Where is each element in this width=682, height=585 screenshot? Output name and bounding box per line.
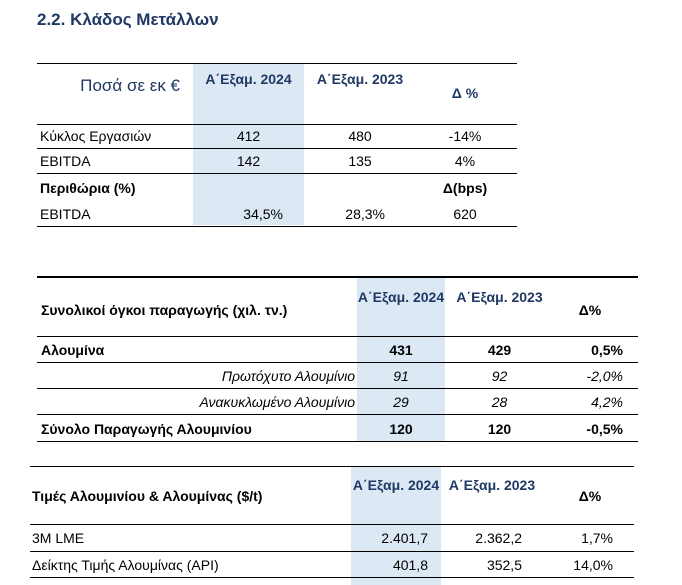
value-2024: 91 [393, 368, 409, 384]
table-rule [37, 63, 517, 64]
row-label: EBITDA [40, 206, 91, 222]
value-2024: 29 [393, 394, 409, 410]
table-rule [30, 524, 634, 525]
column-header-2024: Α΄Εξαμ. 2024 [357, 289, 445, 305]
table-rule [37, 336, 638, 337]
table-rule [37, 173, 517, 174]
column-header-2023: Α΄Εξαμ. 2023 [316, 71, 404, 87]
value-2023: 28,3% [345, 206, 385, 222]
value-delta: 0,5% [591, 342, 623, 358]
table-rule [37, 276, 638, 278]
value-2023: 120 [487, 421, 512, 437]
column-header-delta: Δ % [451, 85, 479, 101]
units-label: Ποσά σε εκ € [80, 76, 180, 95]
column-header-delta: Δ% [578, 302, 602, 318]
row-label: Σύνολο Παραγωγής Αλουμινίου [41, 421, 252, 437]
table-rule [37, 226, 517, 227]
margins-label: Περιθώρια (%) [40, 180, 136, 196]
row-label: Αλουμίνα [41, 342, 105, 358]
row-label: EBITDA [40, 153, 91, 169]
value-delta: 4% [454, 153, 476, 169]
delta-bps-label: Δ(bps) [442, 180, 488, 196]
column-header-2024: Α΄Εξαμ. 2024 [352, 477, 440, 493]
value-2024: 120 [389, 421, 413, 437]
value-2024: 142 [236, 153, 261, 169]
row-label: Πρωτόχυτο Αλουμίνιο [221, 368, 355, 384]
value-2023: 429 [487, 342, 512, 358]
column-header-2023: Α΄Εξαμ. 2023 [448, 477, 536, 493]
value-2024: 412 [236, 128, 261, 144]
table-rule [37, 441, 638, 442]
table-rule [37, 362, 638, 363]
row-label: Δείκτης Τιμής Αλουμίνας (API) [32, 557, 219, 573]
row-label: 3M LME [32, 530, 85, 546]
value-2023: 480 [348, 128, 372, 144]
value-2023: 135 [348, 153, 372, 169]
table-header-label: Συνολικοί όγκοι παραγωγής (χιλ. τν.) [41, 302, 288, 318]
column-header-delta: Δ% [578, 488, 602, 504]
table-rule [30, 466, 634, 467]
table-rule [30, 551, 634, 552]
table-rule [37, 388, 638, 389]
column-header-2024: Α΄Εξαμ. 2024 [205, 71, 292, 87]
row-label: Κύκλος Εργασιών [40, 128, 152, 144]
value-2023: 352,5 [486, 557, 522, 573]
table-rule [37, 148, 517, 149]
value-delta: 14,0% [573, 557, 613, 573]
value-2024: 34,5% [243, 206, 283, 222]
table-rule [37, 124, 517, 125]
value-delta: -2,0% [586, 368, 623, 384]
value-2023: 2.362,2 [475, 530, 522, 546]
value-2024: 2.401,7 [381, 530, 428, 546]
value-delta: 1,7% [581, 530, 613, 546]
table-rule [37, 414, 638, 415]
value-delta: -0,5% [586, 421, 623, 437]
column-header-2023: Α΄Εξαμ. 2023 [456, 289, 543, 305]
table-rule [30, 577, 634, 578]
value-delta: -14% [448, 128, 482, 144]
row-label: Ανακυκλωμένο Αλουμίνιο [199, 394, 355, 410]
value-2024: 401,8 [392, 557, 428, 573]
value-2023: 28 [491, 394, 508, 410]
value-2024: 431 [389, 342, 413, 358]
value-delta: 4,2% [591, 394, 623, 410]
value-delta: 620 [453, 206, 477, 222]
value-2023: 92 [491, 368, 508, 384]
table-header-label: Τιμές Αλουμινίου & Αλουμίνας ($/t) [32, 488, 263, 504]
section-title: 2.2. Κλάδος Μετάλλων [37, 10, 219, 29]
